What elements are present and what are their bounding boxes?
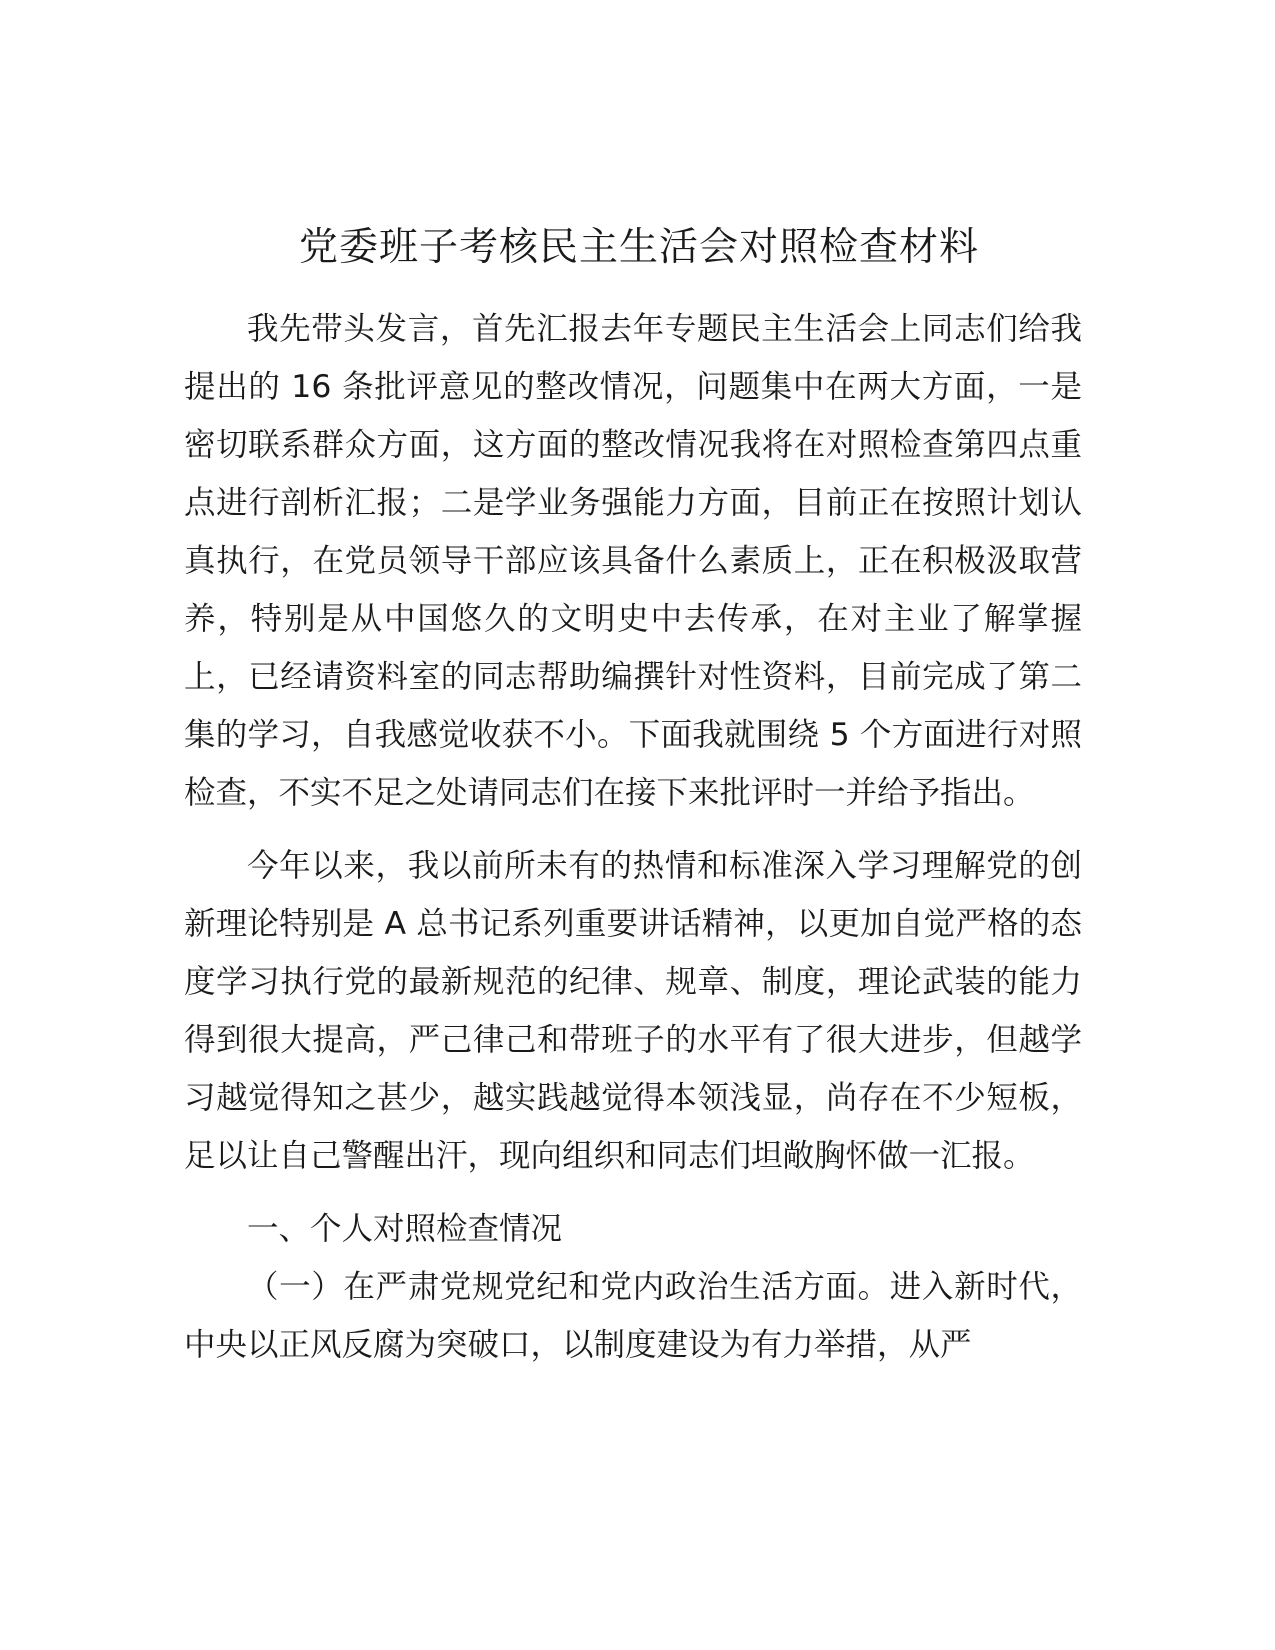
document-title: 党委班子考核民主生活会对照检查材料 bbox=[298, 225, 979, 270]
paragraph-2: 今年以来，我以前所未有的热情和标准深入学习理解党的创新理论特别是 A 总书记系列重要讲话精神，以更加自觉严格的态度学习执行党的最新规范的纪律、规章、制度，理论武装的能力得到很大提高，严己律己和带班子的水平有了很大进步，但越学习越觉得知之甚少，越实践越觉得本领浅显，尚存在不少短板，足以让自己警醒出汗，现向组织和同志们坦敞胸怀做一汇报。 bbox=[184, 848, 1082, 1174]
subsection-paragraph-1: （一）在严肃党规党纪和党内政治生活方面。进入新时代，中央以正风反腐为突破口，以制度建设为有力举措，从严 bbox=[184, 1269, 1082, 1363]
paragraph-1: 我先带头发言，首先汇报去年专题民主生活会上同志们给我提出的 16 条批评意见的整改情况，问题集中在两大方面，一是密切联系群众方面，这方面的整改情况我将在对照检查第四点重点进行剖析汇报；二是学业务强能力方面，目前正在按照计划认真执行，在党员领导干部应该具备什么素质上，正在积极汲取营养，特别是从中国悠久的文明史中去传承，在对主业了解掌握上，已经请资料室的同志帮助编撰针对性资料，目前完成了第二集的学习，自我感觉收获不小。下面我就围绕 5 个方面进行对照检查，不实不足之处请同志们在接下来批评时一并给予指出。 bbox=[184, 311, 1082, 811]
section-heading-1: 一、个人对照检查情况 bbox=[247, 1211, 563, 1247]
document-body bbox=[184, 300, 1082, 1374]
